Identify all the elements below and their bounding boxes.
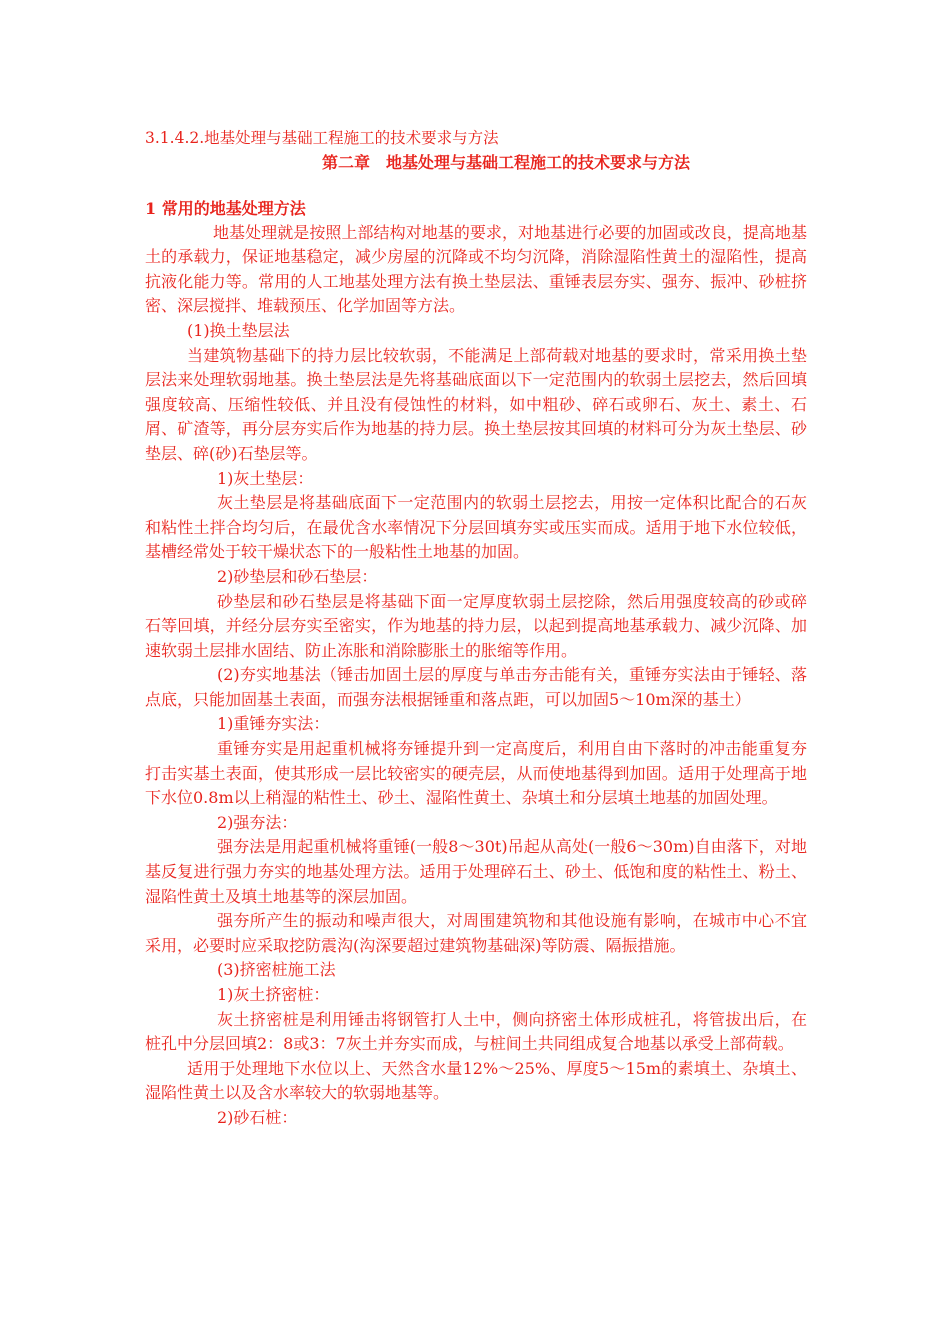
method-heading: (3)挤密桩施工法 [217, 960, 336, 980]
method-paragraph: (2)夯实地基法（锤击加固土层的厚度与单击夯击能有关，重锤夯实法由于锤轻、落点底，只能加固基土表面，而强夯法根据锤重和落点距，可以加固5～10m深的基土） [145, 665, 807, 709]
document-page [145, 126, 807, 1131]
subsection-heading: 2)砂石桩： [217, 1107, 298, 1127]
body-paragraph: 灰土挤密桩是利用锤击将钢管打人土中，侧向挤密土体形成桩孔，将管拔出后，在桩孔中分层回填2：8或3：7灰土并夯实而成，与桩间土共同组成复合地基以承受上部荷载。 [145, 1009, 807, 1054]
body-paragraph: 重锤夯实是用起重机械将夯锤提升到一定高度后，利用自由下落时的冲击能重复夯打击实基土表面，使其形成一层比较密实的硬壳层，从而使地基得到加固。适用于处理高于地下水位0.8m以上稍湿的粘性土、砂土、湿陷性黄土、杂填土和分层填土地基的加固处理。 [145, 739, 807, 808]
body-paragraph: 灰土垫层是将基础底面下一定范围内的软弱土层挖去，用按一定体积比配合的石灰和粘性土拌合均匀后，在最优含水率情况下分层回填夯实或压实而成。适用于地下水位较低，基槽经常处于较干燥状态下的一般粘性土地基的加固。 [145, 493, 807, 562]
body-paragraph: 当建筑物基础下的持力层比较软弱，不能满足上部荷载对地基的要求时，常采用换土垫层法来处理软弱地基。换土垫层法是先将基础底面以下一定范围内的软弱土层挖去，然后回填强度较高、压缩性较低、并且没有侵蚀性的材料，如中粗砂、碎石或卵石、灰土、素土、石屑、矿渣等，再分层夯实后作为地基的持力层。换土垫层按其回填的材料可分为灰土垫层、砂垫层、碎(砂)石垫层等。 [145, 345, 807, 463]
intro-paragraph: 地基处理就是按照上部结构对地基的要求，对地基进行必要的加固或改良，提高地基土的承载力，保证地基稳定，减少房屋的沉降或不均匀沉降，消除湿陷性黄土的湿陷性，提高抗液化能力等。常用的人工地基处理方法有换土垫层法、重锤表层夯实、强夯、振冲、砂桩挤密、深层搅拌、堆载预压、化学加固等方法。 [145, 222, 807, 316]
body-paragraph: 砂垫层和砂石垫层是将基础下面一定厚度软弱土层挖除，然后用强度较高的砂或碎石等回填，并经分层夯实至密实，作为地基的持力层，以起到提高地基承载力、减少沉降、加速软弱土层排水固结、防止冻胀和消除膨胀土的胀缩等作用。 [145, 591, 807, 660]
subsection-heading: 1)重锤夯实法： [217, 714, 330, 734]
subsection-heading: 1)灰土挤密桩： [217, 985, 330, 1004]
body-paragraph: 强夯所产生的振动和噪声很大，对周围建筑物和其他设施有影响，在城市中心不宜采用，必要时应采取挖防震沟(沟深要超过建筑物基础深)等防震、隔振措施。 [145, 911, 807, 955]
subsection-heading: 2)砂垫层和砂石垫层： [217, 566, 378, 586]
section-heading: 1 常用的地基处理方法 [145, 198, 306, 218]
method-heading: (1)换土垫层法 [187, 320, 290, 340]
subsection-heading: 1)灰土垫层： [217, 468, 314, 488]
chapter-title: 第二章 地基处理与基础工程施工的技术要求与方法 [321, 152, 690, 172]
body-paragraph: 强夯法是用起重机械将重锤(一般8～30t)吊起从高处(一般6～30m)自由落下，对地基反复进行强力夯实的地基处理方法。适用于处理碎石土、砂土、低饱和度的粘性土、粉土、湿陷性黄土及填土地基等的深层加固。 [145, 837, 807, 906]
section-number-title: 3.1.4.2.地基处理与基础工程施工的技术要求与方法 [145, 129, 499, 147]
body-paragraph: 适用于处理地下水位以上、天然含水量12%～25%、厚度5～15m的素填土、杂填土、湿陷性黄土以及含水率较大的软弱地基等。 [145, 1058, 807, 1103]
subsection-heading: 2)强夯法： [217, 812, 298, 832]
